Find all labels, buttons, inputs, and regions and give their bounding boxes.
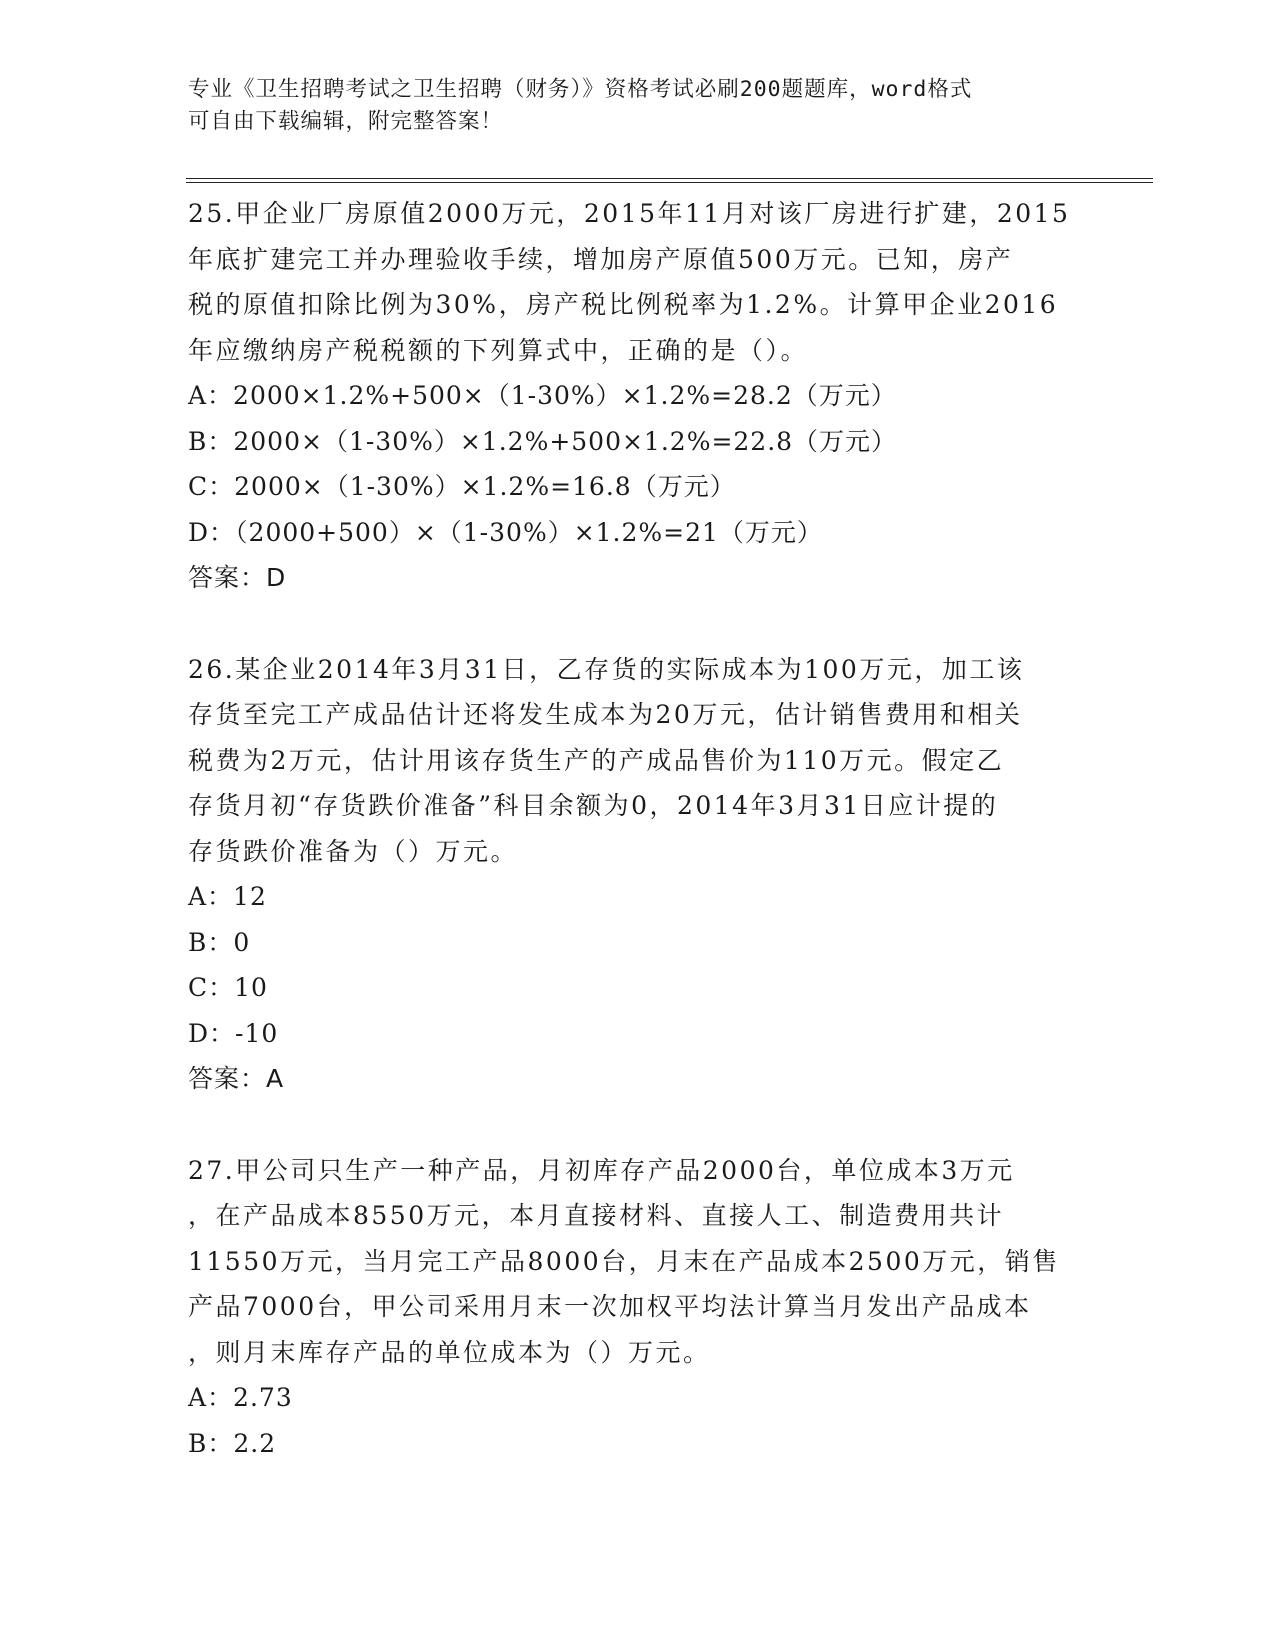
question-26 — [188, 647, 1088, 1102]
header-divider — [186, 178, 1153, 183]
question-stem-line: ，则月末库存产品的单位成本为（）万元。 — [188, 1337, 711, 1367]
question-stem-line: 27.甲公司只生产一种产品，月初库存产品2000台，单位成本3万元 — [188, 1155, 1015, 1185]
answer-label: 答案：A — [188, 1064, 285, 1093]
question-stem-line: 税费为2万元，估计用该存货生产的产成品售价为110万元。假定乙 — [188, 745, 1005, 775]
question-stem-line: ，在产品成本8550万元，本月直接材料、直接人工、制造费用共计 — [188, 1201, 1005, 1230]
question-27 — [188, 1148, 1088, 1467]
option-b: B：0 — [188, 927, 251, 957]
question-stem-line: 11550万元，当月完工产品8000台，月末在产品成本2500万元，销售 — [188, 1246, 1060, 1276]
page-header — [188, 74, 1088, 138]
question-stem-line: 存货至完工产成品估计还将发生成本为20万元，估计销售费用和相关 — [188, 700, 1023, 729]
option-d: D：-10 — [188, 1018, 279, 1048]
question-stem-line: 存货月初“存货跌价准备”科目余额为0，2014年3月31日应计提的 — [188, 791, 999, 820]
question-stem-line: 税的原值扣除比例为30%，房产税比例税率为1.2%。计算甲企业2016 — [188, 290, 1059, 319]
option-d: D：（2000+500）×（1-30%）×1.2%=21（万元） — [188, 517, 823, 547]
option-a: A：2000×1.2%+500×（1-30%）×1.2%=28.2（万元） — [188, 381, 897, 410]
question-stem-line: 年底扩建完工并办理验收手续，增加房产原值500万元。已知，房产 — [188, 244, 1014, 274]
option-a: A：2.73 — [188, 1383, 293, 1412]
question-25 — [188, 191, 1088, 601]
answer-label: 答案：D — [188, 563, 287, 592]
option-c: C：2000×（1-30%）×1.2%=16.8（万元） — [188, 472, 736, 501]
header-line-2: 可自由下载编辑，附完整答案！ — [188, 109, 504, 134]
option-a: A：12 — [188, 882, 267, 911]
option-c: C：10 — [188, 973, 268, 1002]
question-list — [188, 191, 1088, 1466]
option-b: B：2.2 — [188, 1428, 277, 1458]
question-stem-line: 产品7000台，甲公司采用月末一次加权平均法计算当月发出产品成本 — [188, 1292, 1032, 1321]
question-spacer — [188, 601, 1088, 647]
question-stem-line: 25.甲企业厂房原值2000万元，2015年11月对该厂房进行扩建，2015 — [188, 199, 1071, 228]
question-stem-line: 存货跌价准备为（）万元。 — [188, 836, 519, 866]
question-stem-line: 26.某企业2014年3月31日，乙存货的实际成本为100万元，加工该 — [188, 654, 1025, 684]
question-stem-line: 年应缴纳房产税税额的下列算式中，正确的是（）。 — [188, 335, 809, 365]
header-line-1: 专业《卫生招聘考试之卫生招聘（财务）》资格考试必刷200题题库，word格式 — [188, 77, 973, 102]
option-b: B：2000×（1-30%）×1.2%+500×1.2%=22.8（万元） — [188, 426, 898, 456]
question-spacer — [188, 1102, 1088, 1148]
